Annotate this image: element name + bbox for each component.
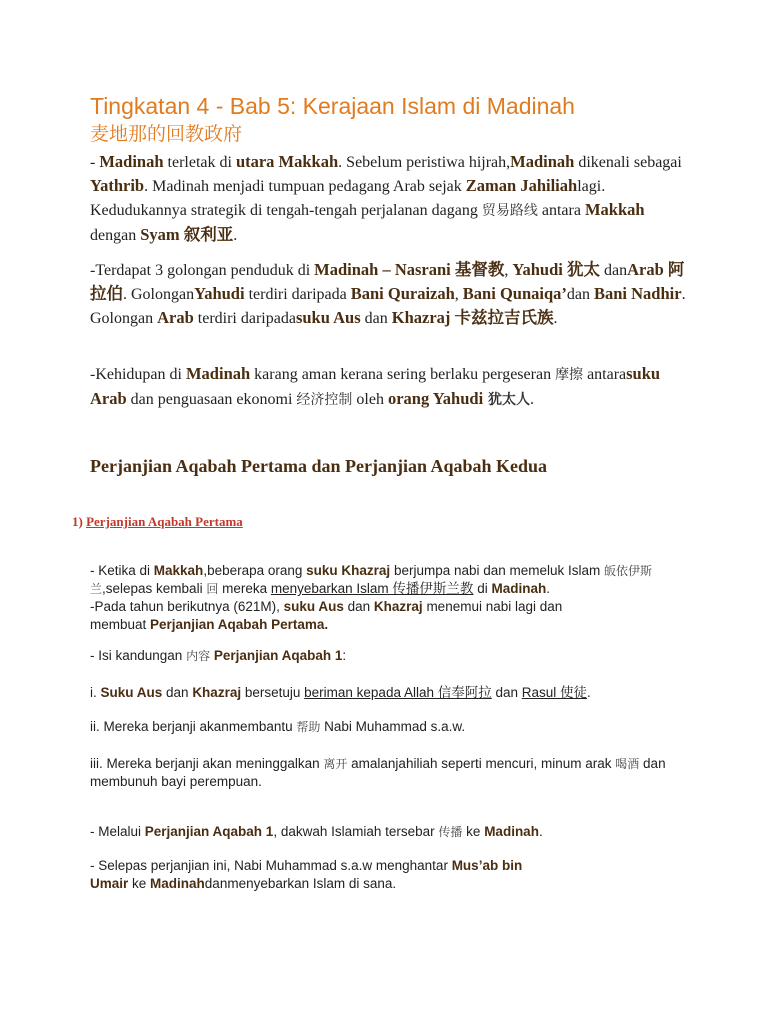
list-item-1: i. Suku Aus dan Khazraj bersetuju beriman kepada Allah 信奉阿拉 dan Rasul 使徒.: [90, 685, 591, 700]
paragraph-madinah-location: - Madinah terletak di utara Makkah. Sebelum peristiwa hijrah,Madinah dikenali sebagai Yathrib. Madinah menjadi tumpuan pedagang Arab sejak Zaman Jahiliahlagi. Kedudukannya strategik di tengah-tengah perjalanan dagang 贸易路线 antara Makkah dengan Syam 叙利亚.: [90, 152, 682, 244]
paragraph-population-groups: -Terdapat 3 golongan penduduk di Madinah – Nasrani 基督教, Yahudi 犹太 danArab 阿拉伯. GolonganYahudi terdiri daripada Bani Quraizah, Bani Qunaiqa’dan Bani Nadhir. Golongan Arab terdiri daripadasuku Aus dan Khazraj 卡兹拉吉氏族.: [90, 260, 686, 327]
page-title: Tingkatan 4 - Bab 5: Kerajaan Islam di Madinah: [90, 93, 575, 119]
page-subtitle-chinese: 麦地那的回教政府: [90, 123, 243, 145]
paragraph-621m: -Pada tahun berikutnya (621M), suku Aus dan Khazraj menemui nabi lagi dan membuat Perjanjian Aqabah Pertama.: [90, 599, 563, 632]
paragraph-dakwah: - Melalui Perjanjian Aqabah 1, dakwah Islamiah tersebar 传播 ke Madinah.: [90, 824, 543, 839]
list-item-2: ii. Mereka berjanji akanmembantu 帮助 Nabi Muhammad s.a.w.: [90, 719, 466, 734]
subsection-number: 1): [72, 514, 83, 529]
paragraph-contents-intro: - Isi kandungan 内容 Perjanjian Aqabah 1:: [90, 648, 347, 663]
section-heading: Perjanjian Aqabah Pertama dan Perjanjian Aqabah Kedua: [90, 456, 548, 476]
paragraph-life-in-madinah: -Kehidupan di Madinah karang aman kerana sering berlaku pergeseran 摩擦 antarasuku Arab dan penguasaan ekonomi 经济控制 oleh orang Yahudi 犹太人.: [90, 364, 661, 408]
paragraph-musab: - Selepas perjanjian ini, Nabi Muhammad s.a.w menghantar Mus’ab bin Umair ke Madinahdanmenyebarkan Islam di sana.: [90, 858, 523, 891]
list-item-3: iii. Mereka berjanji akan meninggalkan 离开 amalanjahiliah seperti mencuri, minum arak 喝酒 dan membunuh bayi perempuan.: [90, 756, 666, 789]
paragraph-khazraj-meeting: - Ketika di Makkah,beberapa orang suku Khazraj berjumpa nabi dan memeluk Islam 皈依伊斯兰,selepas kembali 回 mereka menyebarkan Islam 传播伊斯兰教 di Madinah.: [90, 563, 653, 596]
subsection-heading: [72, 514, 243, 530]
subsection-link[interactable]: Perjanjian Aqabah Pertama: [86, 514, 243, 529]
